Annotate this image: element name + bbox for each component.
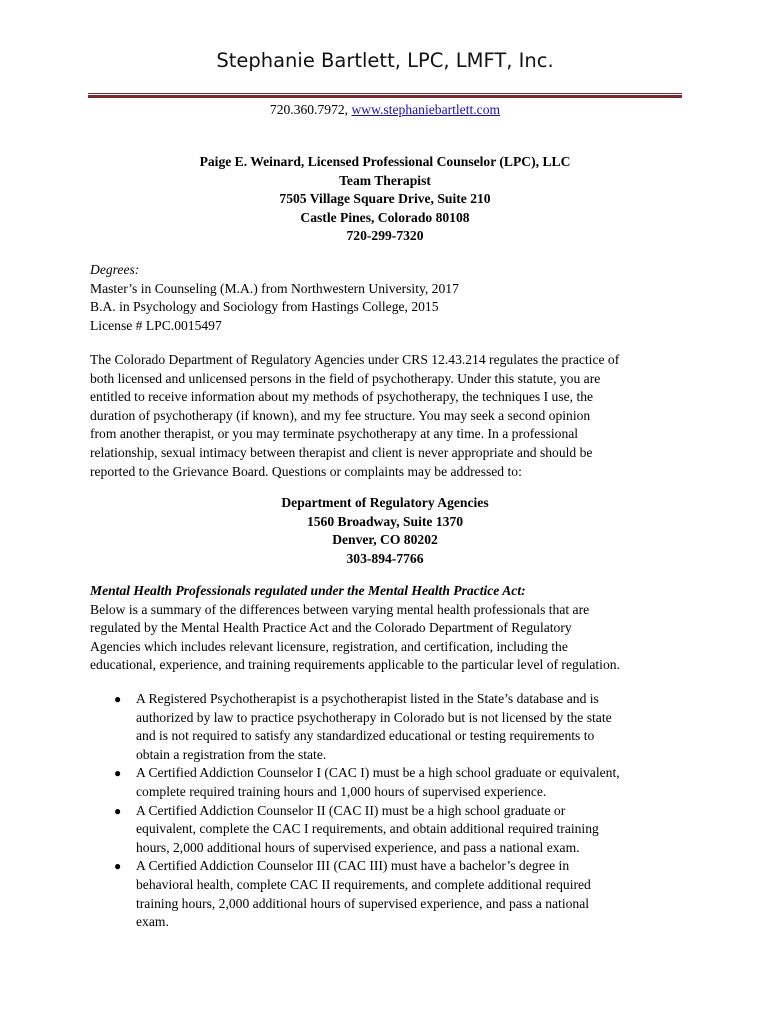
credential-list: [90, 690, 690, 932]
disclosure-paragraph: [90, 351, 682, 481]
mhpa-line: regulated by the Mental Health Practice Act and the Colorado Department of Regulatory: [90, 620, 572, 636]
agency-city: Denver, CO 80202: [332, 532, 438, 548]
mhpa-heading: Mental Health Professionals regulated under the Mental Health Practice Act:: [90, 583, 526, 598]
contact-line: [0, 101, 770, 120]
list-item-line: A Registered Psychotherapist is a psychotherapist listed in the State’s database and is: [136, 691, 599, 706]
list-item: [90, 857, 690, 931]
therapist-role: Team Therapist: [339, 172, 431, 188]
list-item-line: A Certified Addiction Counselor III (CAC III) must have a bachelor’s degree in: [136, 858, 570, 874]
mhpa-line: Below is a summary of the differences between varying mental health professionals that are: [90, 601, 590, 617]
list-item-line: exam.: [136, 914, 169, 930]
agency-street: 1560 Broadway, Suite 1370: [306, 513, 464, 529]
bullet-icon: ●: [114, 803, 122, 818]
list-item-line: obtain a registration from the state.: [136, 746, 327, 762]
degree-ba: B.A. in Psychology and Sociology from Hastings College, 2015: [90, 299, 439, 315]
bullet-icon: ●: [114, 692, 122, 706]
disclosure-line: duration of psychotherapy (if known), and my fee structure. You may seek a second opinion: [90, 407, 591, 423]
list-item-line: training hours, 2,000 additional hours of supervised experience, and pass a national: [136, 895, 590, 911]
mhpa-section: [90, 582, 682, 675]
firm-title: Stephanie Bartlett, LPC, LMFT, Inc.: [216, 49, 554, 72]
header-rule-thick: [88, 95, 682, 98]
bullet-icon: ●: [114, 766, 122, 781]
list-item-line: and is not required to satisfy any standardized educational or testing requirements to: [136, 728, 595, 744]
degrees-section: [90, 261, 682, 335]
list-item-line: authorized by law to practice psychotherapy in Colorado but is not licensed by the state: [136, 709, 612, 725]
list-item-line: complete required training hours and 1,000 hours of supervised experience.: [136, 783, 547, 799]
list-item-line: A Certified Addiction Counselor I (CAC I) must be a high school graduate or equivalent,: [136, 765, 620, 781]
header-rule-thin: [88, 93, 682, 94]
degrees-heading: Degrees:: [90, 262, 140, 277]
website-link[interactable]: www.stephaniebartlett.com: [351, 102, 501, 117]
list-item: [90, 764, 690, 801]
therapist-name: Paige E. Weinard, Licensed Professional Counselor (LPC), LLC: [199, 154, 571, 169]
disclosure-line: relationship, sexual intimacy between therapist and client is never appropriate and should be: [90, 444, 593, 460]
bullet-icon: ●: [114, 859, 122, 874]
list-item: [90, 690, 690, 764]
therapist-phone: 720-299-7320: [346, 228, 424, 244]
mhpa-line: Agencies which includes relevant licensure, registration, and certification, including the: [90, 638, 568, 654]
agency-address: [0, 494, 770, 568]
license-number: License # LPC.0015497: [90, 317, 222, 333]
therapist-info: [0, 153, 770, 246]
therapist-street: 7505 Village Square Drive, Suite 210: [279, 191, 491, 207]
phone-number: 720.360.7972,: [269, 102, 352, 117]
list-item-line: hours, 2,000 additional hours of supervised experience, and pass a national exam.: [136, 839, 580, 855]
list-item-line: equivalent, complete the CAC I requirements, and obtain additional required training: [136, 821, 599, 837]
agency-name: Department of Regulatory Agencies: [281, 495, 489, 510]
list-item-line: A Certified Addiction Counselor II (CAC II) must be a high school graduate or: [136, 802, 566, 818]
disclosure-line: entitled to receive information about my methods of psychotherapy, the techniques I use, the: [90, 389, 594, 405]
disclosure-line: both licensed and unlicensed persons in the field of psychotherapy. Under this statute, you are: [90, 370, 601, 386]
agency-phone: 303-894-7766: [346, 550, 424, 566]
disclosure-line: reported to the Grievance Board. Questions or complaints may be addressed to:: [90, 463, 522, 479]
therapist-city: Castle Pines, Colorado 80108: [300, 209, 470, 225]
mhpa-line: educational, experience, and training requirements applicable to the particular level of regulation.: [90, 657, 620, 673]
list-item: [90, 802, 690, 858]
degree-masters: Master’s in Counseling (M.A.) from Northwestern University, 2017: [90, 280, 459, 296]
disclosure-line: The Colorado Department of Regulatory Agencies under CRS 12.43.214 regulates the practice of: [90, 352, 620, 367]
disclosure-line: from another therapist, or you may terminate psychotherapy at any time. In a professional: [90, 426, 579, 442]
list-item-line: behavioral health, complete CAC II requirements, and complete additional required: [136, 876, 591, 892]
